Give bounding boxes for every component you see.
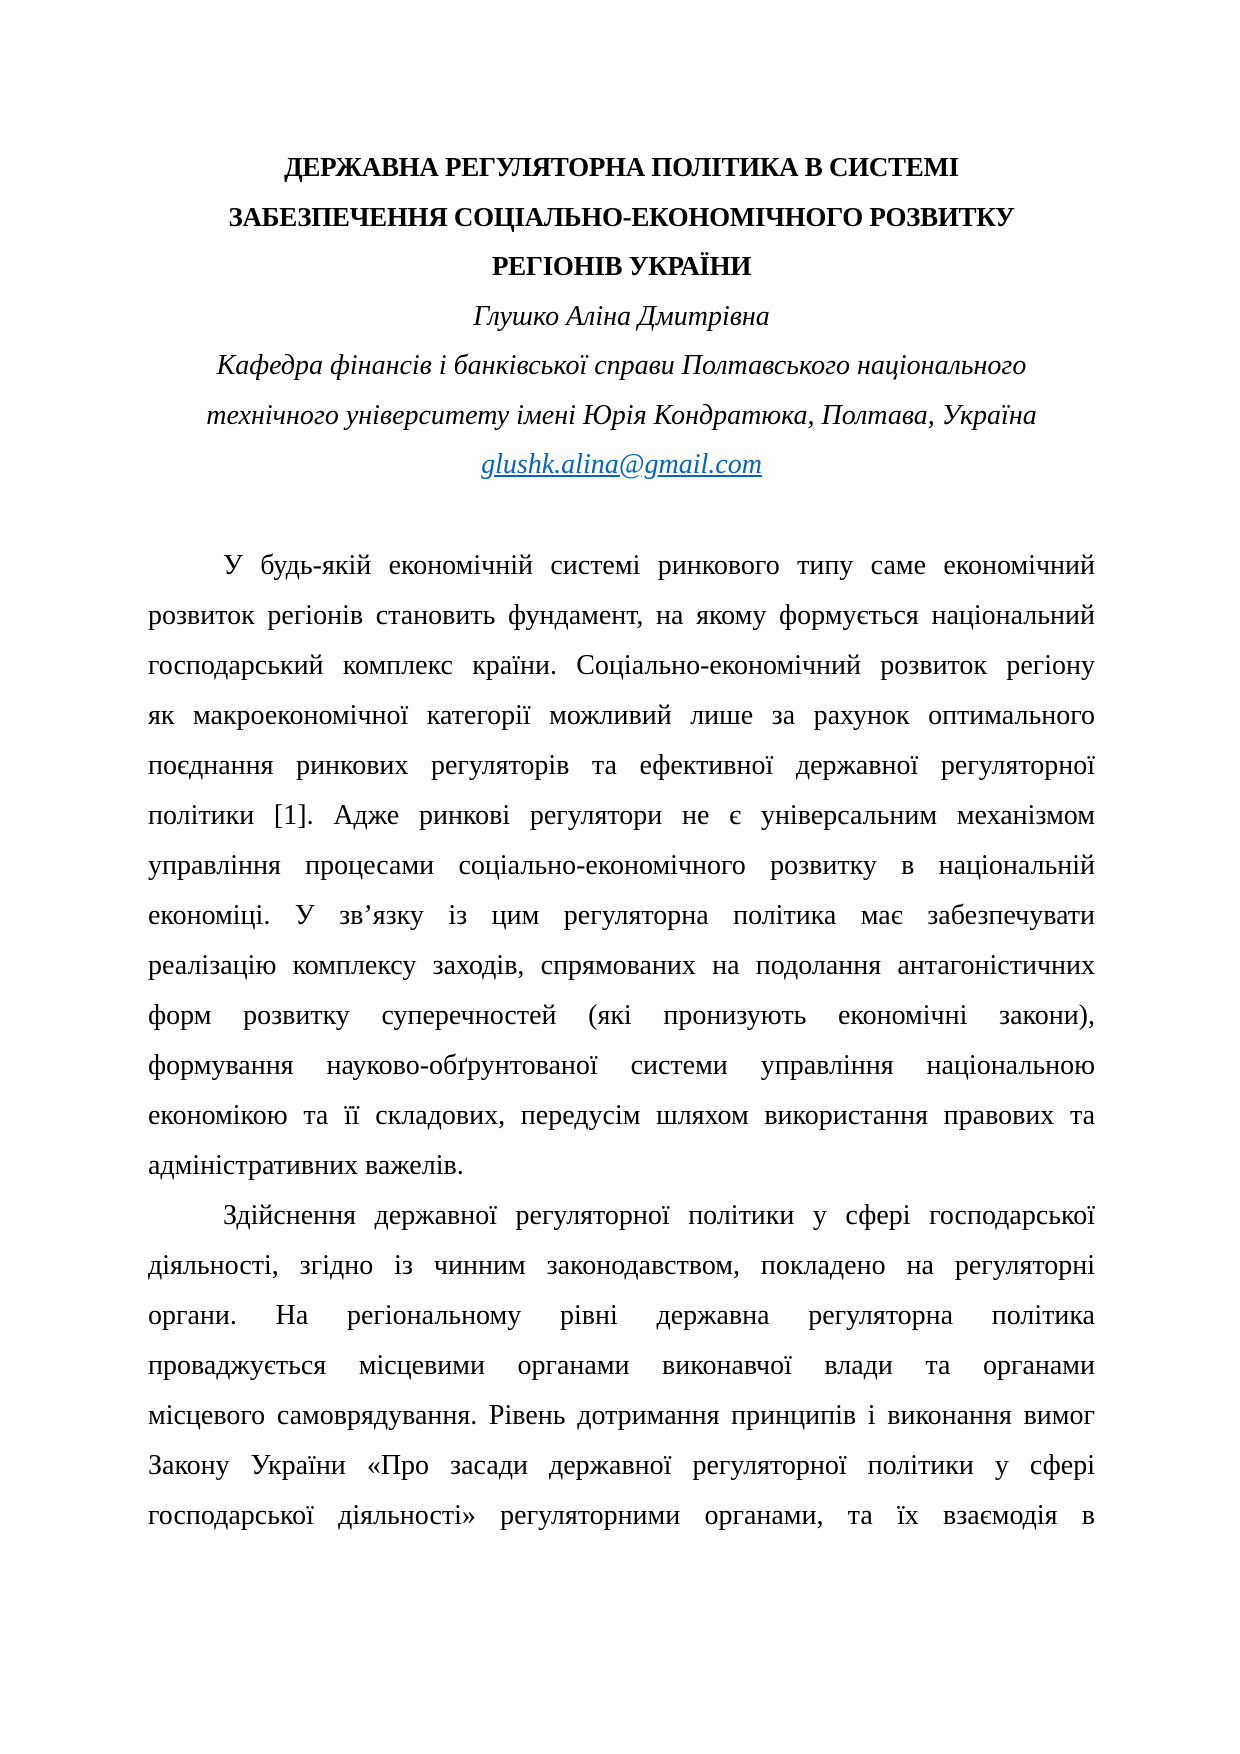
title-line-3: РЕГІОНІВ УКРАЇНИ xyxy=(491,251,752,281)
document-page xyxy=(148,143,1095,1541)
text-line: адміністративних важелів. xyxy=(148,1149,464,1181)
title-line-1: ДЕРЖАВНА РЕГУЛЯТОРНА ПОЛІТИКА В СИСТЕМІ xyxy=(284,152,959,182)
affiliation xyxy=(148,341,1095,440)
paragraph-2 xyxy=(148,1191,1095,1541)
text-line: політики [1]. Адже ринкові регулятори не є універсальним механізмом xyxy=(148,799,1095,831)
text-line: форм розвитку суперечностей (які пронизують економічні закони), xyxy=(148,999,1095,1031)
text-line: як макроекономічної категорії можливий лише за рахунок оптимального xyxy=(148,699,1095,731)
text-line: формування науково-обґрунтованої системи управління національною xyxy=(148,1049,1095,1081)
spacer xyxy=(148,490,1095,541)
text-line: господарської діяльності» регуляторними органами, та їх взаємодія в xyxy=(148,1499,1095,1531)
text-line: економіці. У зв’язку із цим регуляторна політика має забезпечувати xyxy=(148,899,1095,931)
email-link[interactable]: glushk.alina@gmail.com xyxy=(481,449,762,480)
text-line: розвиток регіонів становить фундамент, на якому формується національний xyxy=(148,599,1095,631)
author-name: Глушко Аліна Дмитрівна xyxy=(473,300,770,332)
text-line: Здійснення державної регуляторної політики у сфері господарської xyxy=(223,1199,1095,1231)
text-line: поєднання ринкових регуляторів та ефективної державної регуляторної xyxy=(148,749,1095,781)
text-line: господарський комплекс країни. Соціально-економічний розвиток регіону xyxy=(148,649,1095,681)
text-line: управління процесами соціально-економічного розвитку в національній xyxy=(148,849,1095,881)
affiliation-line-1: Кафедра фінансів і банківської справи Полтавського національного xyxy=(216,350,1027,381)
text-line: органи. На регіональному рівні державна регуляторна політика xyxy=(148,1299,1095,1331)
text-line: Закону України «Про засади державної регуляторної політики у сфері xyxy=(148,1449,1095,1481)
text-line: У будь-якій економічній системі ринкового типу саме економічний xyxy=(223,549,1095,581)
title-line-2: ЗАБЕЗПЕЧЕННЯ СОЦІАЛЬНО-ЕКОНОМІЧНОГО РОЗВИТКУ xyxy=(228,201,1015,232)
email-row xyxy=(148,440,1095,490)
text-line: економікою та її складових, передусім шляхом використання правових та xyxy=(148,1099,1095,1131)
paragraph-1 xyxy=(148,541,1095,1191)
article-title xyxy=(148,143,1095,292)
text-line: реалізацію комплексу заходів, спрямованих на подолання антагоністичних xyxy=(148,949,1095,981)
affiliation-line-2: технічного університету імені Юрія Кондратюка, Полтава, Україна xyxy=(206,399,1037,431)
text-line: місцевого самоврядування. Рівень дотримання принципів і виконання вимог xyxy=(148,1399,1095,1431)
text-line: проваджується місцевими органами виконавчої влади та органами xyxy=(148,1349,1095,1381)
text-line: діяльності, згідно із чинним законодавством, покладено на регуляторні xyxy=(148,1249,1095,1281)
